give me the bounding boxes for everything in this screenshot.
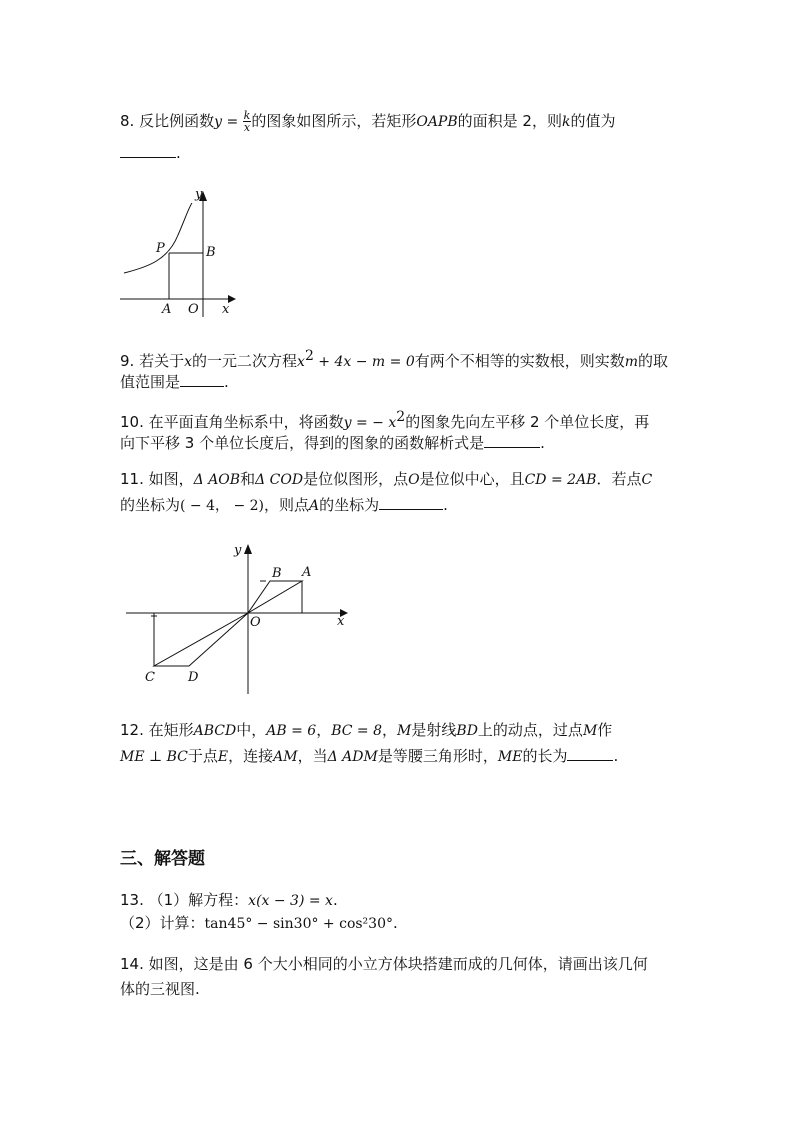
q10-func-exponent: 2 [396, 409, 406, 425]
q11-line2 [120, 494, 448, 517]
q13-calculation: tan45° − sin30° + cos²30° [204, 916, 393, 932]
q13-number: 13. [120, 891, 149, 909]
q9-eq-base: x [297, 354, 305, 370]
q11-figure [120, 538, 355, 698]
q10-answer-blank[interactable] [484, 432, 540, 448]
q12-line2 [120, 745, 618, 768]
section-3-heading: 三、解答题 [120, 849, 205, 869]
q12-point-e: E [217, 749, 229, 765]
q14-text-2: 体的三视图. [120, 980, 200, 998]
q12-segment-am: AM [273, 749, 298, 765]
q11-point-a: A [309, 498, 320, 514]
q8-text-3: 的面积是 2，则 [457, 112, 562, 130]
q13-end-2: . [393, 914, 398, 932]
q12-text-3: ， [382, 721, 398, 739]
q8-rect-name: OAPB [416, 114, 458, 130]
q12-perpendicular: ME ⊥ BC [120, 749, 188, 765]
q12-text-4: 是射线 [411, 721, 457, 739]
q12-end: . [613, 747, 619, 765]
q12-text-10: 是等腰三角形时， [377, 747, 498, 765]
q11-relation: CD = 2AB [524, 472, 597, 488]
q11-triangle-aob-shape [248, 581, 302, 613]
q11-label-o: O [250, 615, 261, 630]
q9-text-2: 的一元二次方程 [192, 352, 298, 370]
q8-label-o: O [188, 302, 199, 317]
q14-line2 [120, 978, 200, 1000]
q8-frac-numerator: k [243, 109, 251, 122]
q9-var-x: x [184, 354, 193, 370]
q8-hyperbola-curve [124, 203, 192, 273]
q12-number: 12. [120, 721, 149, 739]
q10-line1 [120, 406, 649, 434]
q8-label-x: x [222, 302, 230, 317]
q8-label-a: A [162, 302, 172, 317]
q11-text-2: 和 [240, 470, 256, 488]
q10-text-2: 的图象先向左平移 2 个单位长度，再 [405, 413, 650, 431]
q11-point-o: O [408, 472, 420, 488]
q12-triangle-adm: Δ ADM [327, 749, 378, 765]
q11-text-3: 是位似图形，点 [303, 470, 409, 488]
q9-eq-rest: + 4x − m = 0 [313, 354, 415, 370]
q8-line1 [120, 110, 615, 133]
q9-text-5: 值范围是 [120, 373, 181, 391]
q8-number: 8. [120, 112, 140, 130]
q9-var-m: m [624, 354, 639, 370]
q10-text-3: 向下平移 3 个单位长度后，得到的图象的函数解析式是 [120, 434, 485, 452]
q10-text-1: 在平面直角坐标系中，将函数 [148, 413, 344, 431]
q11-text-6: 的坐标为 [120, 496, 181, 514]
q12-text-6: 作 [597, 721, 613, 739]
q12-text-11: 的长为 [522, 747, 568, 765]
q11-text-5: ．若点 [596, 470, 642, 488]
q12-line1 [120, 719, 612, 742]
q12-ab: AB = 6 [266, 723, 317, 739]
q12-bc: BC = 8 [331, 723, 383, 739]
q11-label-d: D [188, 670, 199, 685]
q12-rect-name: ABCD [193, 723, 237, 739]
q8-frac-denominator: x [243, 121, 251, 134]
q8-end: . [176, 144, 181, 162]
q8-label-y: y [195, 187, 203, 202]
q11-answer-blank[interactable] [379, 494, 443, 510]
q8-text-4: 的值为 [570, 112, 616, 130]
q9-text-1: 若关于 [139, 352, 185, 370]
q14-text-1: 如图，这是由 6 个大小相同的小立方体块搭建而成的几何体，请画出该几何 [148, 955, 648, 973]
q12-point-m: M [397, 723, 412, 739]
q8-label-b: B [206, 245, 216, 260]
q11-label-a: A [302, 565, 312, 580]
q11-triangle-cod: Δ COD [255, 472, 304, 488]
q11-label-b: B [272, 566, 282, 581]
q11-label-y: y [234, 543, 242, 558]
q10-line2 [120, 432, 545, 454]
q10-number: 10. [120, 413, 149, 431]
q11-number: 11. [120, 470, 149, 488]
q9-number: 9. [120, 352, 140, 370]
q11-label-x: x [337, 614, 345, 629]
q13-line1 [120, 889, 338, 912]
q11-text-7: ，则点 [264, 496, 310, 514]
q8-text-1: 反比例函数 [139, 112, 215, 130]
q11-triangle-aob: Δ AOB [193, 472, 241, 488]
q13-end-1: . [332, 891, 338, 909]
q13-part1-label: （1）解方程： [148, 891, 249, 909]
q10-end: . [540, 434, 545, 452]
q11-label-c: C [145, 670, 155, 685]
q8-func-lhs: y = [214, 114, 243, 130]
q11-point-c: C [641, 472, 653, 488]
q9-end: . [224, 373, 229, 391]
q12-sep: ， [316, 721, 332, 739]
q13-part2-label: （2）计算： [120, 914, 205, 932]
q12-ray-bd: BD [456, 723, 478, 739]
q11-line1 [120, 468, 652, 491]
q14-number: 14. [120, 955, 149, 973]
q9-text-4: 的取 [638, 352, 669, 370]
q9-eq-exponent: 2 [304, 348, 314, 364]
q8-text-2: 的图象如图所示，若矩形 [251, 112, 417, 130]
q11-text-1: 如图， [148, 470, 194, 488]
q12-text-5: 上的动点，过点 [477, 721, 583, 739]
q8-var-k: k [561, 114, 571, 130]
q8-figure [110, 185, 245, 320]
q8-line2 [120, 142, 181, 164]
q14-line1 [120, 953, 648, 975]
q12-answer-blank[interactable] [567, 745, 613, 761]
q8-label-p: P [156, 241, 165, 256]
q12-text-2: 中， [236, 721, 267, 739]
q12-text-1: 在矩形 [148, 721, 194, 739]
q9-text-3: 有两个不相等的实数根，则实数 [414, 352, 625, 370]
q12-segment-me: ME [497, 749, 523, 765]
q9-line1 [120, 345, 668, 373]
q13-equation: x(x − 3) = x [248, 893, 333, 909]
q9-answer-blank[interactable] [180, 371, 224, 387]
q12-text-8: ，连接 [228, 747, 274, 765]
q8-answer-blank[interactable] [120, 142, 176, 158]
q11-text-4: 是位似中心，且 [419, 470, 525, 488]
q9-line2 [120, 371, 229, 393]
q12-text-9: ，当 [297, 747, 328, 765]
q12-text-7: 于点 [187, 747, 218, 765]
q11-triangle-cod-shape [154, 613, 248, 666]
q11-coordinate: ( − 4， − 2) [180, 498, 265, 514]
q11-end: . [443, 496, 448, 514]
q10-func: y = − x [343, 415, 397, 431]
q12-point-m-2: M [582, 723, 598, 739]
q11-text-8: 的坐标为 [319, 496, 380, 514]
q13-line2 [120, 912, 398, 935]
q11-y-arrow-icon [244, 544, 252, 554]
